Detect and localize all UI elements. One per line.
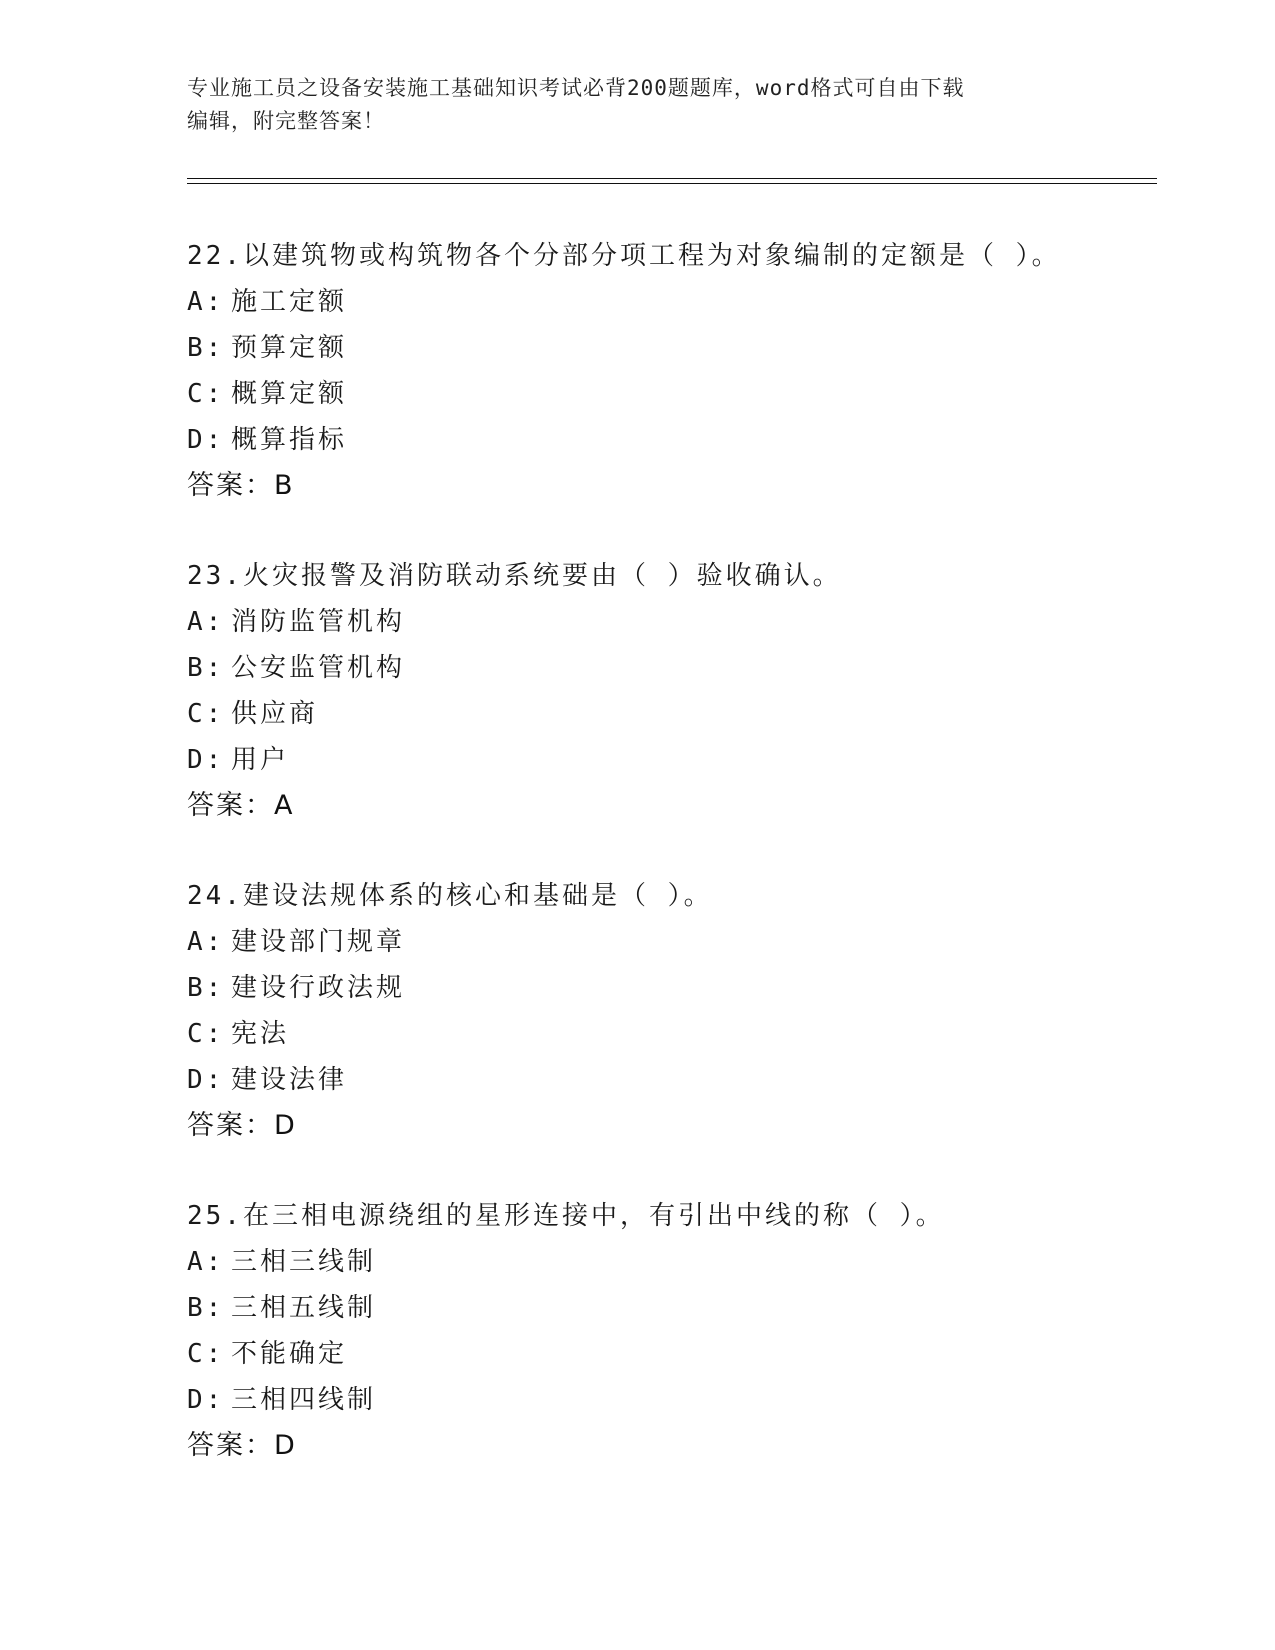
option-text: 公安监管机构 <box>231 653 406 683</box>
option-text: 用户 <box>231 745 290 775</box>
option-letter: D: <box>187 745 225 775</box>
option-b <box>187 645 1167 691</box>
header-line-1: 专业施工员之设备安装施工基础知识考试必背200题题库，word格式可自由下载 <box>187 76 965 100</box>
option-text: 建设行政法规 <box>231 973 406 1003</box>
question-stem: 24.建设法规体系的核心和基础是（ ）。 <box>187 881 713 911</box>
option-c <box>187 1331 1167 1377</box>
option-letter: B: <box>187 333 225 363</box>
option-text: 概算指标 <box>231 425 348 455</box>
option-letter: D: <box>187 1065 225 1095</box>
option-d <box>187 1377 1167 1423</box>
option-text: 概算定额 <box>231 379 348 409</box>
option-letter: B: <box>187 973 225 1003</box>
option-text: 施工定额 <box>231 287 348 317</box>
option-letter: B: <box>187 1293 225 1323</box>
option-letter: A: <box>187 287 225 317</box>
option-text: 不能确定 <box>231 1339 348 1369</box>
option-d <box>187 417 1167 463</box>
answer-line: 答案：A <box>187 790 295 821</box>
question-block <box>187 553 1167 829</box>
option-text: 消防监管机构 <box>231 607 406 637</box>
option-text: 预算定额 <box>231 333 348 363</box>
option-b <box>187 325 1167 371</box>
option-b <box>187 965 1167 1011</box>
question-stem: 25.在三相电源绕组的星形连接中，有引出中线的称（ ）。 <box>187 1201 945 1231</box>
question-block <box>187 233 1167 509</box>
option-d <box>187 737 1167 783</box>
answer-line: 答案：D <box>187 1110 297 1141</box>
option-a <box>187 919 1167 965</box>
option-text: 建设法律 <box>231 1065 348 1095</box>
option-a <box>187 1239 1167 1285</box>
option-letter: C: <box>187 379 225 409</box>
option-c <box>187 1011 1167 1057</box>
option-text: 三相三线制 <box>231 1247 377 1277</box>
option-a <box>187 279 1167 325</box>
option-letter: D: <box>187 425 225 455</box>
option-text: 三相四线制 <box>231 1385 377 1415</box>
option-letter: D: <box>187 1385 225 1415</box>
option-d <box>187 1057 1167 1103</box>
question-block <box>187 873 1167 1149</box>
option-b <box>187 1285 1167 1331</box>
question-stem: 22.以建筑物或构筑物各个分部分项工程为对象编制的定额是（ ）。 <box>187 241 1061 271</box>
document-header <box>187 72 1087 138</box>
option-letter: A: <box>187 607 225 637</box>
question-block <box>187 1193 1167 1469</box>
option-letter: B: <box>187 653 225 683</box>
option-letter: A: <box>187 927 225 957</box>
option-a <box>187 599 1167 645</box>
option-text: 供应商 <box>231 699 319 729</box>
header-divider-bottom <box>187 183 1157 184</box>
option-letter: A: <box>187 1247 225 1277</box>
option-letter: C: <box>187 699 225 729</box>
header-line-2: 编辑，附完整答案！ <box>187 109 385 133</box>
option-text: 建设部门规章 <box>231 927 406 957</box>
option-text: 三相五线制 <box>231 1293 377 1323</box>
option-letter: C: <box>187 1339 225 1369</box>
option-c <box>187 691 1167 737</box>
header-divider-top <box>187 178 1157 179</box>
option-letter: C: <box>187 1019 225 1049</box>
answer-line: 答案：D <box>187 1430 297 1461</box>
option-c <box>187 371 1167 417</box>
question-stem: 23.火灾报警及消防联动系统要由（ ）验收确认。 <box>187 561 842 591</box>
answer-line: 答案：B <box>187 470 295 501</box>
option-text: 宪法 <box>231 1019 290 1049</box>
